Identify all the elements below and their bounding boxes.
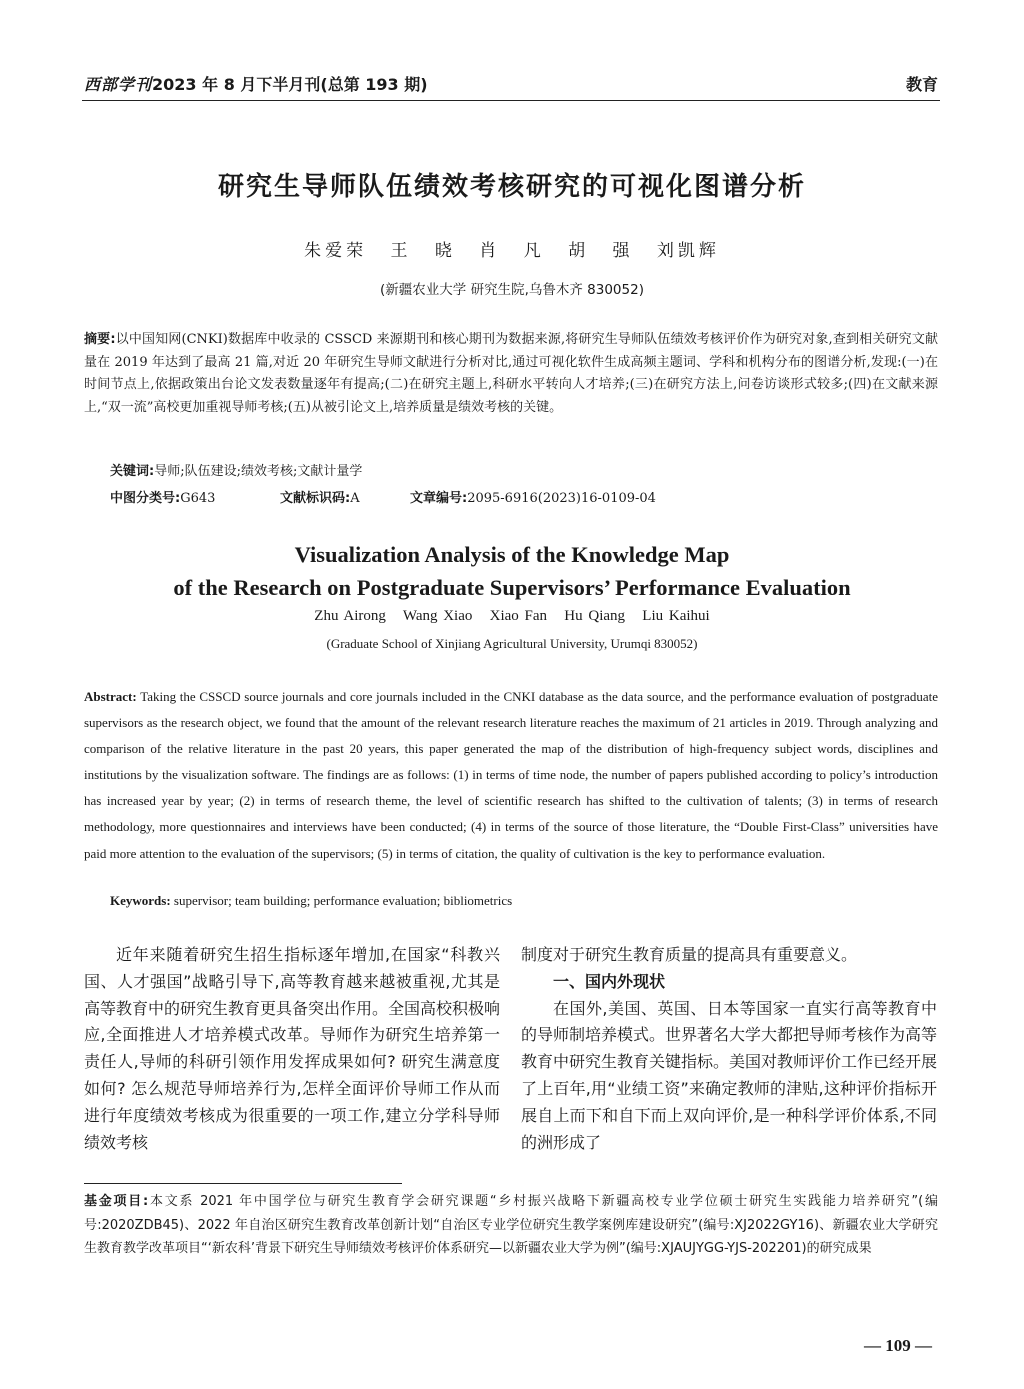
footnote-rule [84, 1183, 402, 1184]
paper-title-cn: 研究生导师队伍绩效考核研究的可视化图谱分析 [217, 172, 806, 202]
article-number-value: 2095-6916(2023)16-0109-04 [467, 491, 656, 506]
affiliation-en: (Graduate School of Xinjiang Agricultural University, Urumqi 830052) [326, 636, 698, 651]
keywords-label-en: Keywords: [110, 893, 171, 908]
body-paragraph: 近年来随着研究生招生指标逐年增加,在国家“科教兴国、人才强国”战略引导下,高等教育越来越被重视,尤其是高等教育中的研究生教育更具备突出作用。全国高校积极响应,全面推进人才培养模式改革。导师作为研究生培养第一责任人,导师的科研引领作用发挥成果如何? 研究生满意度如何? 怎么规范导师培养行为,怎样全面评价导师工作从而进行年度绩效考核成为很重要的一项工作,建立分学科导师绩效考核 [84, 945, 501, 1152]
running-header-journal [84, 72, 428, 95]
body-column-left [84, 942, 500, 1156]
paper-title-en-line2: of the Research on Postgraduate Supervisors’ Performance Evaluation [173, 575, 851, 600]
abstract-text-cn: 以中国知网(CNKI)数据库中收录的 CSSCD 来源期刊和核心期刊为数据来源,将研究生导师队伍绩效考核评价作为研究对象,查到相关研究文献量在 2019 年达到了最高 21 篇,对近 20 年研究生导师文献进行分析对比,通过可视化软件生成高频主题词、学科和机构分布的图谱分析,发现:(一)在时间节点上,依据政策出台论文发表数量逐年有提高;(二)在研究主题上,科研水平转向人才培养;(三)在研究方法上,问卷访谈形式较多;(四)在文献来源上,“双一流”高校更加重视导师考核;(五)从被引论文上,培养质量是绩效考核的关键。 [84, 332, 938, 415]
funding-text: 本文系 2021 年中国学位与研究生教育学会研究课题“乡村振兴战略下新疆高校专业学位硕士研究生实践能力培养研究”(编号:2020ZDB45)、2022 年自治区研究生教育改革创新计划“自治区专业学位研究生教学案例库建设研究”(编号:XJ2022GY16)、新疆农业大学研究生教育教学改革项目“‘新农科’背景下研究生导师绩效考核评价体系研究—以新疆农业大学为例”(编号:XJAUJYGG-YJS-202201)的研究成果 [84, 1194, 938, 1256]
abstract-en [84, 684, 938, 867]
page-number: — 109 — [864, 1336, 932, 1355]
article-number-label: 文章编号: [410, 491, 468, 506]
paper-title-en [0, 538, 1024, 604]
keywords-text-en: supervisor; team building; performance evaluation; bibliometrics [173, 893, 513, 908]
authors-en: Zhu Airong Wang Xiao Xiao Fan Hu Qiang Liu Kaihui [314, 608, 710, 624]
keywords-en [110, 893, 512, 909]
section-heading: 一、国内外现状 [553, 971, 666, 991]
doc-code [280, 487, 410, 506]
clc-number [110, 487, 280, 506]
abstract-label-en: Abstract: [84, 689, 137, 704]
paper-title-en-line1: Visualization Analysis of the Knowledge Map [294, 542, 730, 567]
article-number [410, 487, 656, 506]
funding-footnote [84, 1190, 938, 1261]
classification-line [110, 487, 940, 506]
clc-label: 中图分类号: [110, 491, 181, 506]
doc-code-value: A [350, 491, 360, 506]
funding-label: 基金项目: [84, 1194, 149, 1209]
body-column-right [521, 942, 937, 1156]
body-paragraph-continued: 制度对于研究生教育质量的提高具有重要意义。 [521, 945, 858, 964]
body-paragraph: 在国外,美国、英国、日本等国家一直实行高等教育中的导师制培养模式。世界著名大学大都把导师考核作为高等教育中研究生教育关键指标。美国对教师评价工作已经开展了上百年,用“业绩工资”来确定教师的津贴,这种评价指标开展自上而下和自下而上双向评价,是一种科学评价体系,不同的洲形成了 [521, 998, 938, 1152]
keywords-text-cn: 导师;队伍建设;绩效考核;文献计量学 [154, 464, 363, 479]
journal-brand: 西部学刊 [84, 75, 153, 94]
abstract-cn [84, 329, 938, 419]
journal-issue: 2023 年 8 月下半月刊(总第 193 期) [152, 75, 428, 94]
affiliation-cn: (新疆农业大学 研究生院,乌鲁木齐 830052) [380, 282, 644, 298]
doc-code-label: 文献标识码: [280, 491, 351, 506]
header-rule [82, 100, 940, 101]
keywords-label-cn: 关键词: [110, 464, 155, 479]
abstract-text-en: Taking the CSSCD source journals and core journals included in the CNKI database as the data source, and the performance evaluation of postgraduate supervisors as the research object, we found that the amount of the relevant research literature reaches the maximum of 21 articles in 2019. Through analyzing and comparison of the relative literature in the past 20 years, this paper generated the map of the distribution of high-frequency subject words, disciplines and institutions by the visualization software. The findings are as follows: (1) in terms of time node, the number of papers published according to policy’s introduction has increased year by year; (2) in terms of research theme, the level of scientific research has shifted to the cultivation of talents; (3) in terms of research methodology, more questionnaires and interviews have been conducted; (4) in terms of the source of those literature, the “Double First-Class” universities have paid more attention to the evaluation of the supervisors; (5) in terms of citation, the quality of cultivation is the key to performance evaluation. [84, 689, 938, 861]
running-header-section: 教育 [905, 75, 938, 94]
abstract-label-cn: 摘要: [84, 332, 116, 347]
keywords-cn [110, 460, 362, 479]
clc-value: G643 [180, 491, 216, 506]
authors-cn: 朱爱荣 王 晓 肖 凡 胡 强 刘凯辉 [304, 241, 720, 261]
